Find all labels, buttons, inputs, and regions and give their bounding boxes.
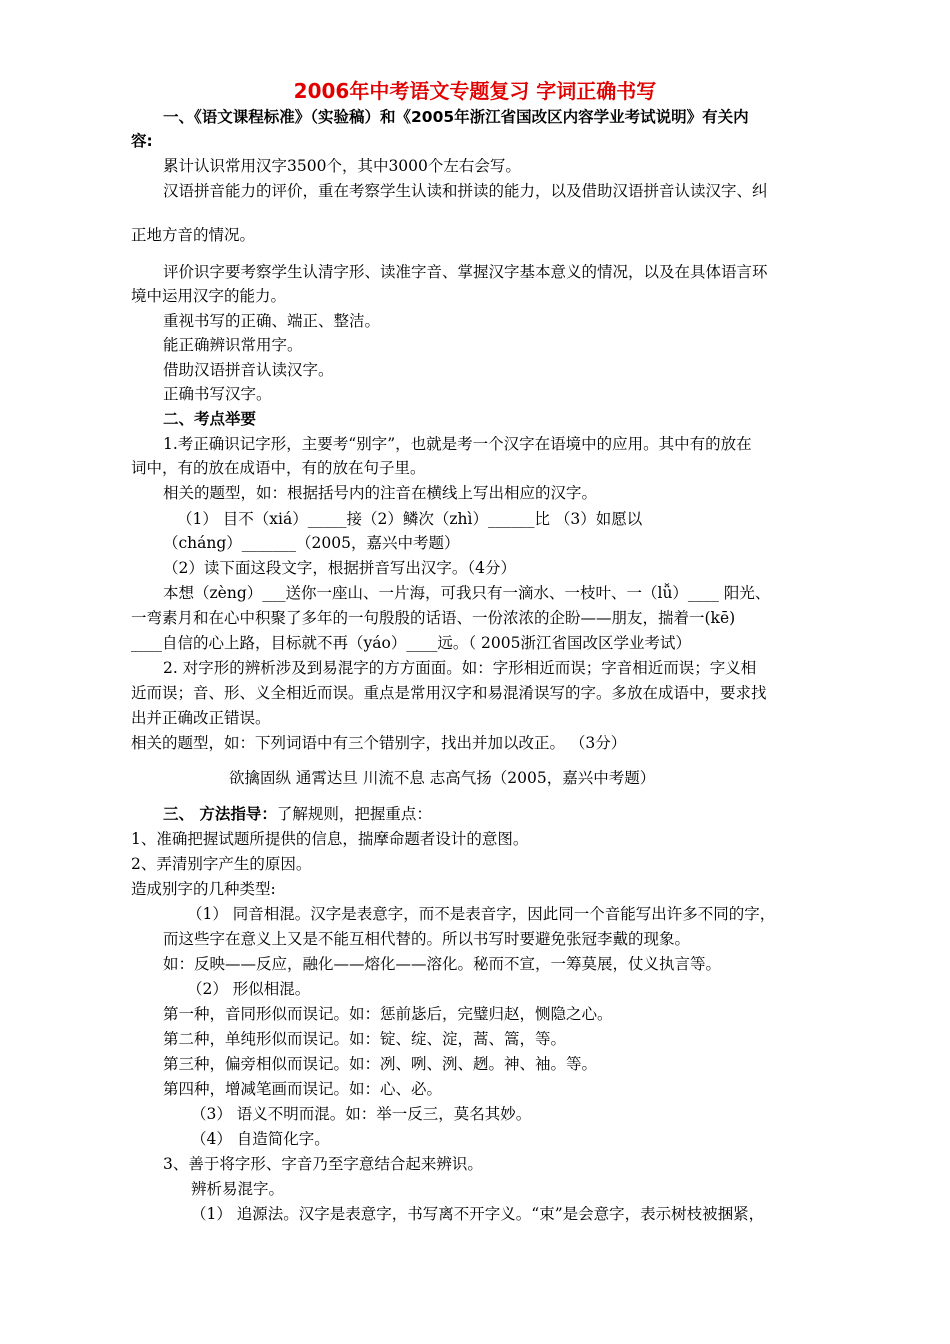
section1-paragraph: 借助汉语拼音认读汉字。 [163,361,334,379]
section3-line: （1） 同音相混。汉字是表意字，而不是表音字，因此同一个音能写出许多不同的字， [187,905,776,923]
section1-heading-line2: 容: [131,132,153,150]
section3-line: 第三种，偏旁相似而误记。如：冽、咧、洌、趔。神、袖。等。 [163,1055,598,1073]
section3-line: 第四种，增减笔画而误记。如：心、必。 [163,1080,443,1098]
section1-paragraph: 累计认识常用汉字3500个，其中3000个左右会写。 [163,157,521,175]
section3-line: 而这些字在意义上又是不能互相代替的。所以书写时要避免张冠李戴的现象。 [163,930,691,948]
section2-line: ____自信的心上路，目标就不再（yáo）____远。（ 2005浙江省国改区学业考试） [131,634,691,652]
section2-line: 近而误；音、形、义全相近而误。重点是常用汉字和易混淆误写的字。多放在成语中，要求找 [131,684,767,702]
section2-line: 本想（zèng）___送你一座山、一片海，可我只有一滴水、一枝叶、一（lǚ）____ 阳光、 [163,584,771,602]
section3-line: （3） 语义不明而混。如：举一反三，莫名其妙。 [191,1105,532,1123]
section2-line: 2. 对字形的辨析涉及到易混字的方方面面。如：字形相近而误；字音相近而误；字义相 [163,659,757,677]
section1-paragraph: 境中运用汉字的能力。 [131,287,287,305]
section3-line: （1） 追源法。汉字是表意字，书写离不开字义。“束”是会意字，表示树枝被捆紧， [191,1205,765,1223]
section3-heading [163,804,432,824]
section1-paragraph: 评价识字要考察学生认清字形、读准字音、掌握汉字基本意义的情况，以及在具体语言环 [163,263,768,281]
section3-heading-bold: 三、 方法指导： [163,805,277,823]
section1-heading-line1: 一、《语文课程标准》（实验稿）和《2005年浙江省国改区内容学业考试说明》有关内 [163,108,749,126]
section1-paragraph: 重视书写的正确、端正、整洁。 [163,312,381,330]
section2-line: （1） 目不（xiá）_____接（2）鳞次（zhì）______比 （3）如愿以 [177,510,643,528]
section3-line: 第一种，音同形似而误记。如：惩前毖后，完璧归赵，恻隐之心。 [163,1005,613,1023]
section3-heading-rest: 了解规则，把握重点： [276,805,432,823]
section2-line: 相关的题型，如：下列词语中有三个错别字，找出并加以改正。 （3分） [131,734,627,752]
section3-line: 第二种，单纯形似而误记。如：锭、绽、淀，蒿、篙，等。 [163,1030,567,1048]
section3-line: （4） 自造简化字。 [191,1130,330,1148]
section2-line: （2）读下面这段文字，根据拼音写出汉字。（4分） [163,559,516,577]
section2-heading: 二、考点举要 [163,410,257,428]
section2-line: （cháng）_______（2005，嘉兴中考题） [163,534,460,552]
section3-line: 3、善于将字形、字音乃至字意结合起来辨识。 [163,1155,483,1173]
section3-line: 如：反映——反应，融化——熔化——溶化。秘而不宣，一筹莫展，仗义执言等。 [163,955,722,973]
section3-line: 1、准确把握试题所提供的信息，揣摩命题者设计的意图。 [131,830,529,848]
section2-line: 一弯素月和在心中积聚了多年的一句殷殷的话语、一份浓浓的企盼——朋友，揣着一(kē) [131,609,736,627]
section1-paragraph: 正确书写汉字。 [163,385,272,403]
document-title: 2006年中考语文专题复习 字词正确书写 [293,79,657,103]
section1-paragraph: 汉语拼音能力的评价，重在考察学生认读和拼读的能力，以及借助汉语拼音认读汉字、纠 [163,182,768,200]
section2-line: 出并正确改正错误。 [131,709,271,727]
section3-line: 造成别字的几种类型: [131,880,276,898]
section2-line: 词中，有的放在成语中，有的放在句子里。 [131,459,426,477]
section1-paragraph: 能正确辨识常用字。 [163,336,303,354]
section3-line: 2、弄清别字产生的原因。 [131,855,312,873]
section2-line: 1.考正确识记字形，主要考“别字”，也就是考一个汉字在语境中的应用。其中有的放在 [163,435,752,453]
section1-paragraph: 正地方音的情况。 [131,226,256,244]
section2-line: 欲擒固纵 通霄达旦 川流不息 志高气扬（2005，嘉兴中考题） [229,769,656,787]
section3-line: 辨析易混字。 [191,1180,285,1198]
section3-line: （2） 形似相混。 [187,980,311,998]
section2-line: 相关的题型，如：根据括号内的注音在横线上写出相应的汉字。 [163,484,598,502]
